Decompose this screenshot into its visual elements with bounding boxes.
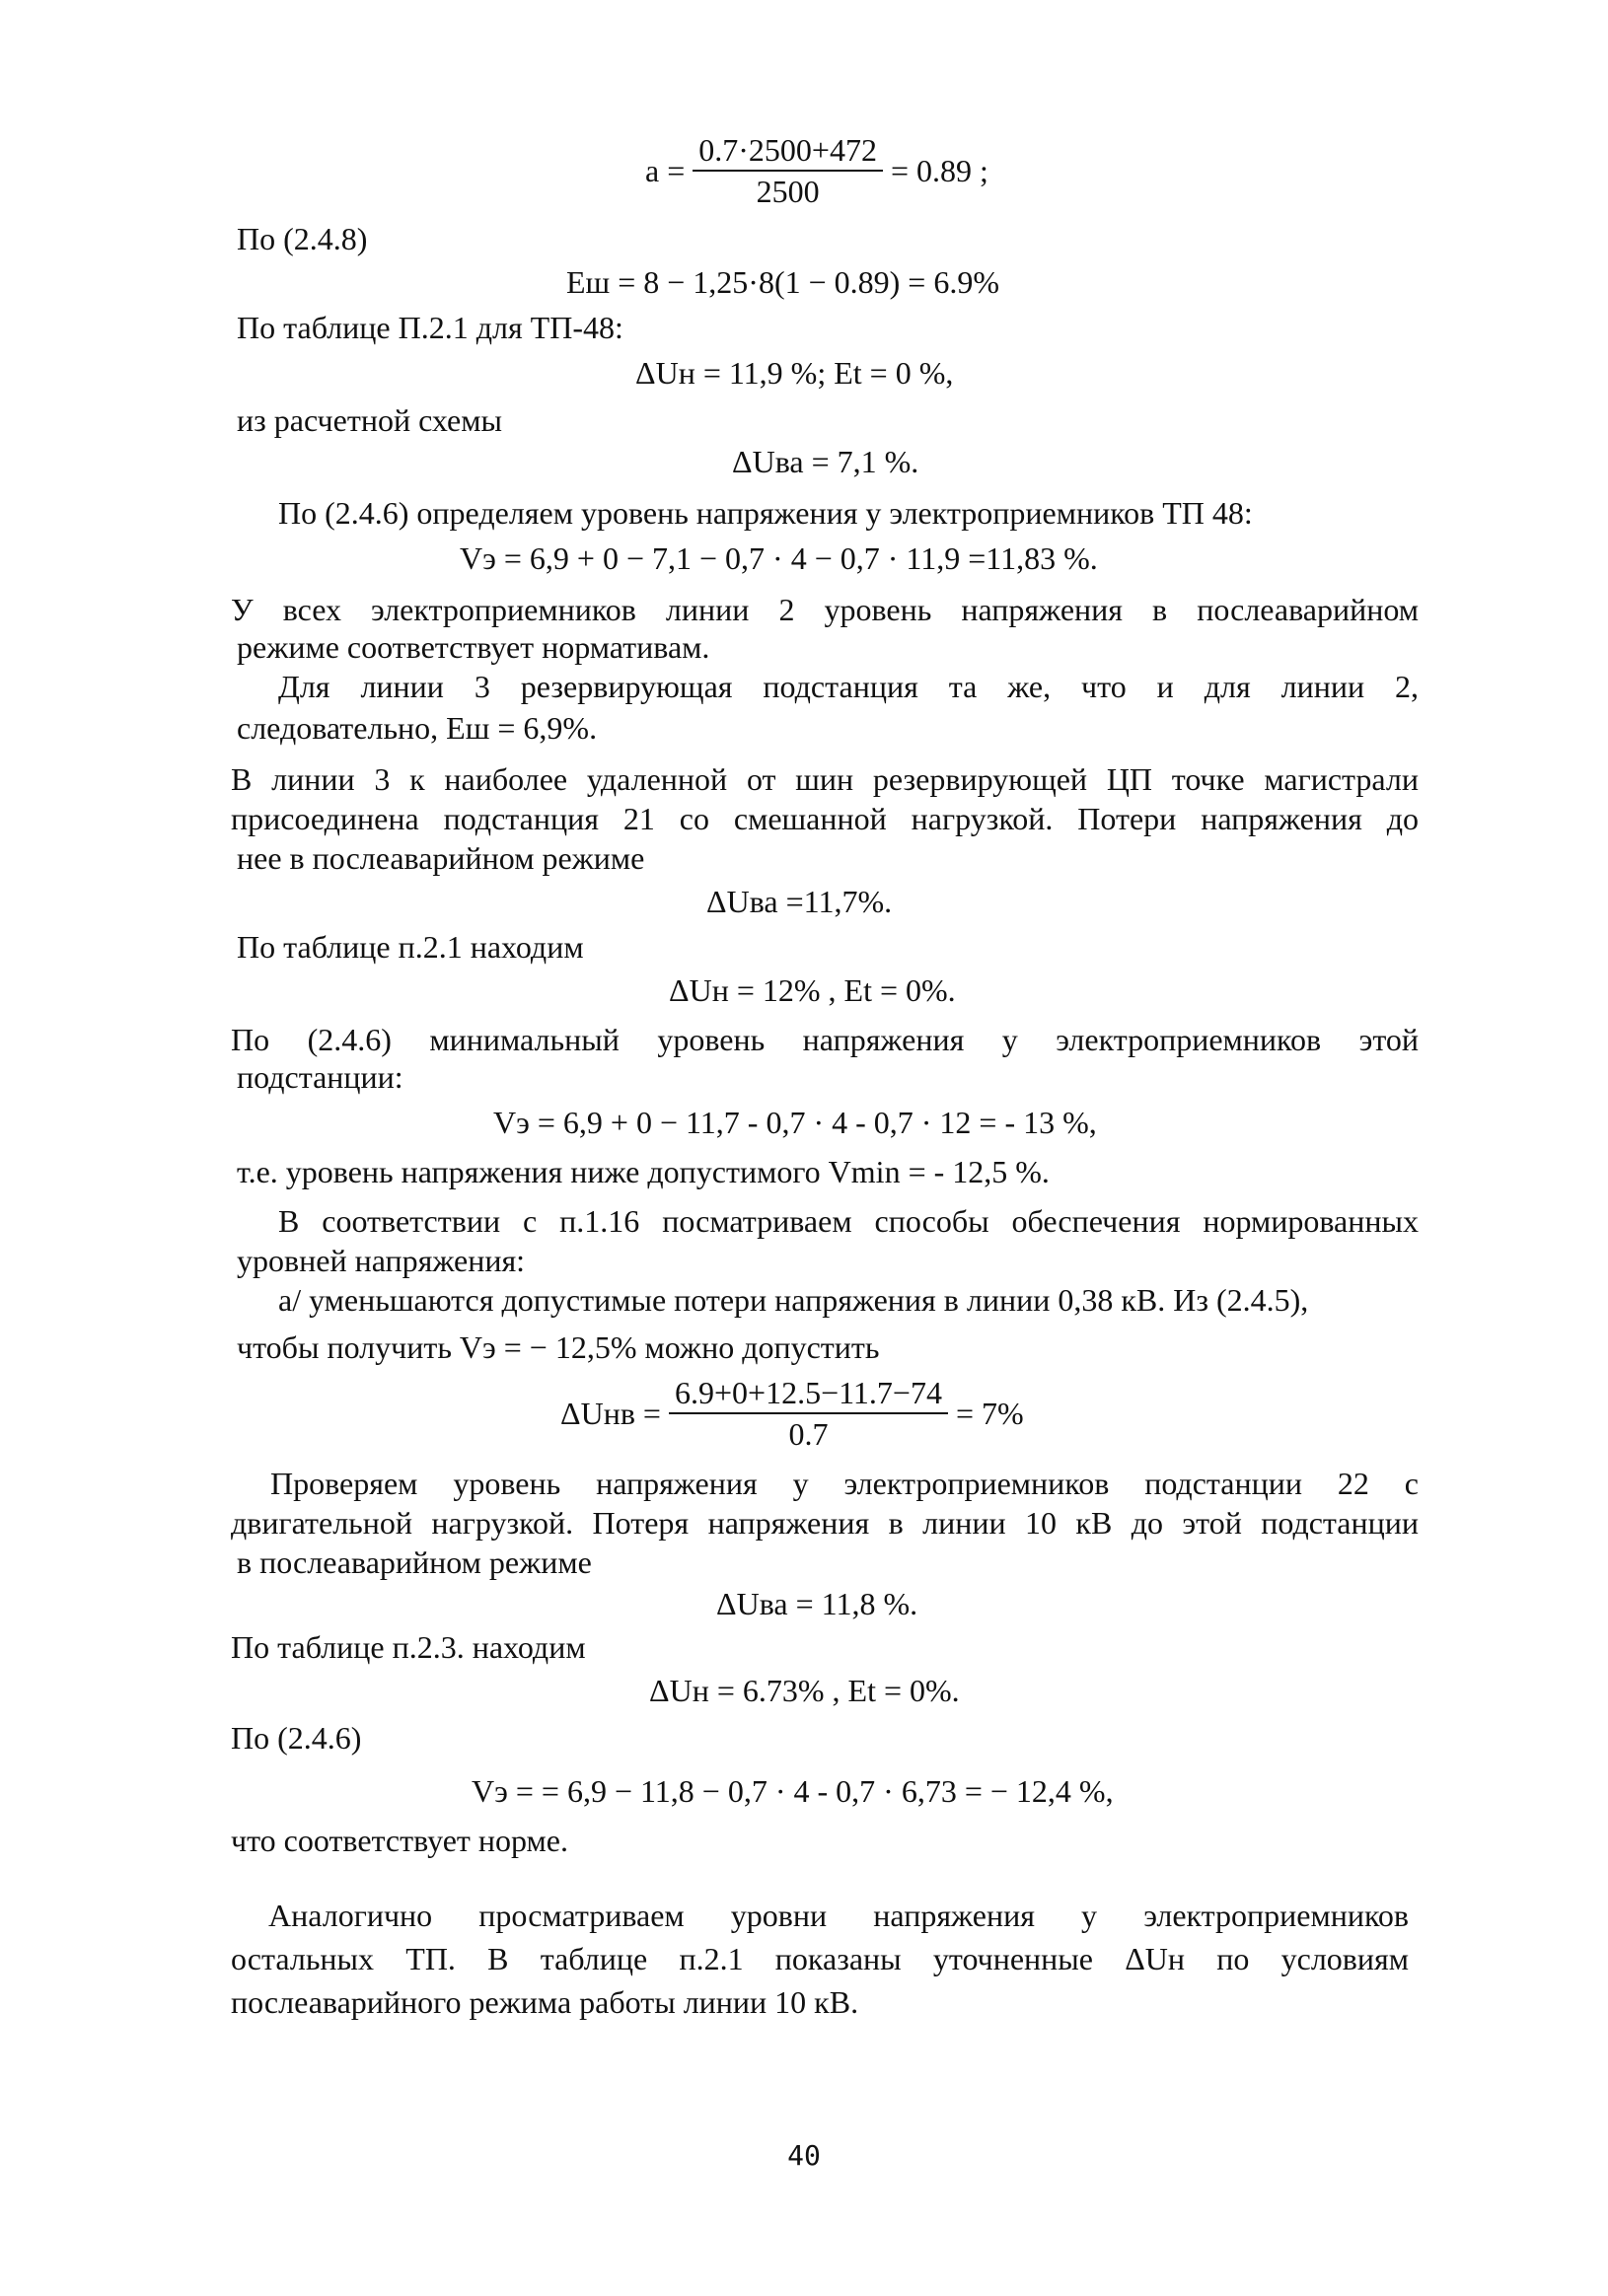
formula-du-va2: ΔUва =11,7%. (706, 884, 893, 919)
para-246-b1: По (2.4.6) минимальный уровень напряжения у электроприемников этой (231, 1022, 1419, 1057)
para-to-get: чтобы получить Vэ = − 12,5% можно допустить (237, 1329, 880, 1365)
fraction-du-nv: $\frac{6.9+0+12.5-11.7-74}{0.7}$ (669, 1373, 948, 1454)
page-number: 40 (787, 2139, 821, 2172)
formula-du-n-e2: ΔUн = 12% , Et = 0%. (669, 972, 956, 1008)
from-scheme: из расчетной схемы (237, 402, 502, 438)
formula-du-va1: ΔUва = 7,1 %. (732, 444, 919, 479)
para-line3-a: Для линии 3 резервирующая подстанция та же, что и для линии 2, (278, 669, 1419, 704)
formula-esh: Eш = 8 − 1,25·8(1 − 0.89) = 6.9% (566, 264, 999, 300)
para-line3-c: В линии 3 к наиболее удаленной от шин резервирующей ЦП точке магистрали (231, 761, 1419, 797)
table-ref-p21: По таблице п.2.1 находим (237, 929, 584, 965)
para-sim-b: остальных ТП. В таблице п.2.1 показаны уточненные ΔUн по условиям (231, 1941, 1409, 1976)
formula-du-nv: ΔUнв = $\frac{6.9+0+12.5-11.7-74}{0.7}$ = 7% (560, 1375, 1024, 1452)
para-sim-c: послеаварийного режима работы линии 10 кВ. (231, 1984, 859, 2020)
ref-246-a: По (2.4.6) определяем уровень напряжения у электроприемников ТП 48: (278, 495, 1253, 531)
para-check-c: в послеаварийном режиме (237, 1544, 592, 1580)
para-line2-b: режиме соответствует нормативам. (237, 629, 710, 665)
para-below: т.е. уровень напряжения ниже допустимого Vmin = - 12,5 %. (237, 1154, 1050, 1189)
para-116-b: уровней напряжения: (237, 1243, 526, 1278)
formula-du-n-e3: ΔUн = 6.73% , Et = 0%. (649, 1673, 960, 1708)
table-ref-p23: По таблице п.2.3. находим (231, 1629, 586, 1665)
para-check-a: Проверяем уровень напряжения у электроприемников подстанции 22 с (270, 1466, 1419, 1501)
para-sim-a: Аналогично просматриваем уровни напряжения у электроприемников (268, 1898, 1409, 1933)
fraction-a: $\frac{0.7\cdot 2500+472}{2500}$ (693, 130, 883, 211)
para-line3-b: следовательно, Eш = 6,9%. (237, 710, 598, 746)
formula-v1: Vэ = 6,9 + 0 − 7,1 − 0,7 · 4 − 0,7 · 11,9 =11,83 %. (460, 540, 1098, 576)
para-reduce: а/ уменьшаются допустимые потери напряжения в линии 0,38 кВ. Из (2.4.5), (278, 1282, 1309, 1318)
para-line2-a: У всех электроприемников линии 2 уровень напряжения в послеаварийном (231, 592, 1419, 627)
formula-v2: Vэ = 6,9 + 0 − 11,7 - 0,7 · 4 - 0,7 · 12 = - 13 %, (493, 1105, 1097, 1140)
para-line3-e: нее в послеаварийном режиме (237, 840, 645, 876)
formula-du-n-e: ΔUн = 11,9 %; Et = 0 %, (635, 355, 954, 391)
para-line3-d: присоединена подстанция 21 со смешанной нагрузкой. Потери напряжения до (231, 801, 1419, 836)
ref-246-c: По (2.4.6) (231, 1720, 362, 1756)
para-246-b2: подстанции: (237, 1059, 403, 1095)
para-check-b: двигательной нагрузкой. Потеря напряжения в линии 10 кВ до этой подстанции (231, 1505, 1419, 1541)
formula-du-va3: ΔUва = 11,8 %. (716, 1586, 918, 1621)
formula-v3: Vэ = = 6,9 − 11,8 − 0,7 · 4 - 0,7 · 6,73 = − 12,4 %, (472, 1773, 1114, 1809)
table-ref-tp48: По таблице П.2.1 для ТП-48: (237, 310, 623, 345)
ref-248: По (2.4.8) (237, 221, 368, 256)
para-116-a: В соответствии с п.1.16 посматриваем способы обеспечения нормированных (278, 1203, 1419, 1239)
formula-a: a = $\frac{0.7\cdot 2500+472}{2500}$ = 0.89 ; (645, 132, 988, 209)
para-norm: что соответствует норме. (231, 1823, 568, 1858)
